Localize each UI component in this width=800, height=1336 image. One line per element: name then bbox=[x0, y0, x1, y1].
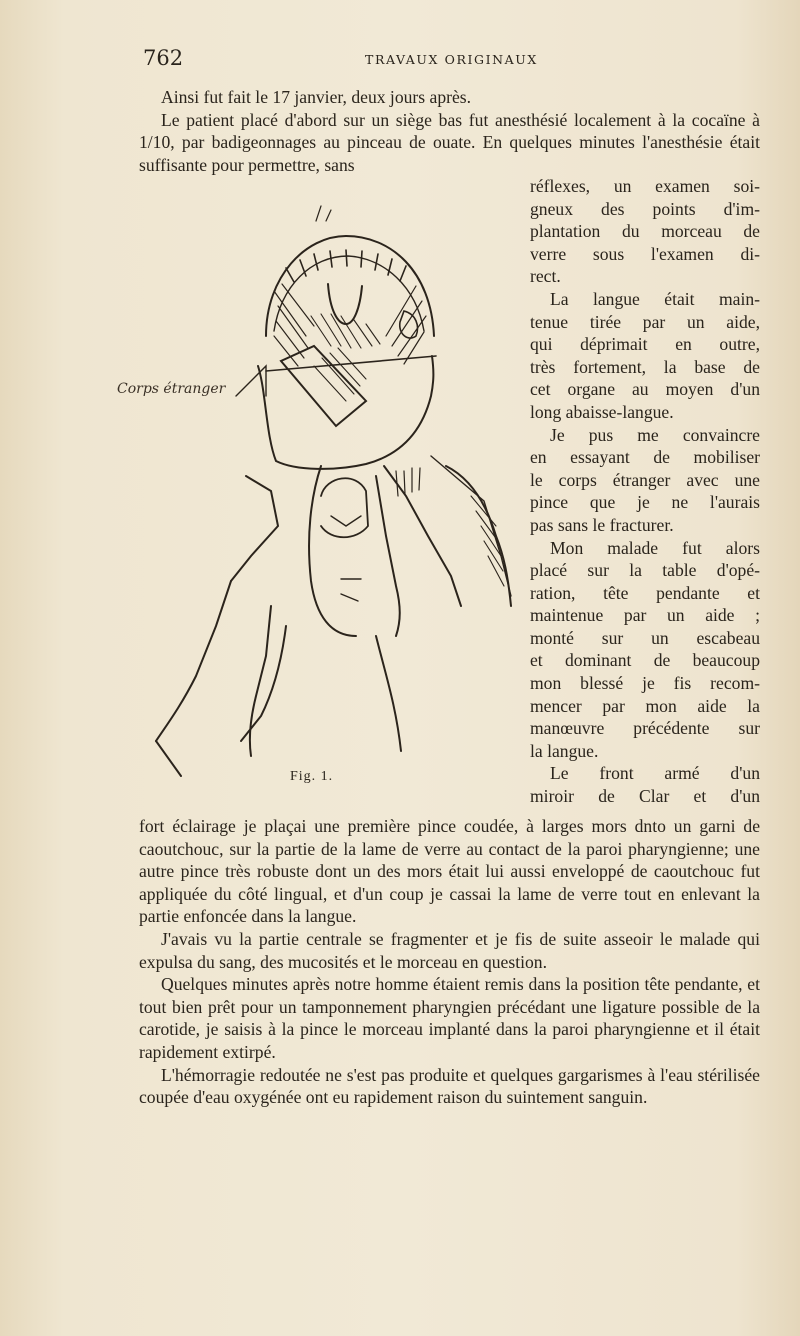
text-line: Mon malade fut alors bbox=[550, 537, 760, 558]
text-line: en essayant de mobiliser bbox=[530, 447, 760, 468]
text-line: tenue tirée par un aide, bbox=[530, 311, 760, 332]
text-line: très fortement, la base de bbox=[530, 356, 760, 377]
illustration bbox=[116, 196, 528, 796]
text-line: gneux des points d'im- bbox=[530, 198, 760, 219]
bottom-text-block bbox=[139, 815, 760, 1109]
page-header bbox=[143, 46, 760, 74]
text-line: pas sans le fracturer. bbox=[530, 514, 674, 535]
figure-label: Corps étranger bbox=[117, 381, 226, 397]
top-text-block bbox=[139, 86, 760, 176]
paragraph: J'avais vu la partie centrale se fragmenter et je fis de suite asseoir le malade qui expulsa du sang, des mucosités et le morceau en question. bbox=[139, 928, 760, 972]
text-line: la langue. bbox=[530, 740, 599, 761]
text-line: et dominant de beaucoup bbox=[530, 650, 760, 671]
running-title: TRAVAUX ORIGINAUX bbox=[365, 52, 538, 67]
throat-drawing bbox=[116, 196, 528, 796]
paragraph: Quelques minutes après notre homme étaient remis dans la position tête pendante, et tout bien prêt pour un tamponnement pharyngien précédant une ligature possible de la carotide, je saisis à la pince le morceau implanté dans la paroi pharyngienne et il était rapidement extirpé. bbox=[139, 974, 760, 1062]
text-line: Je pus me convaincre bbox=[550, 424, 760, 445]
text-line: long abaisse-langue. bbox=[530, 401, 674, 422]
text-line: manœuvre précédente sur bbox=[530, 718, 760, 739]
paragraph: fort éclairage je plaçai une première pince coudée, à larges mors dnto un garni de caoutchouc, sur la partie de la lame de verre au contact de la paroi pharyngienne; une autre pince très robuste dont un des mors était lui aussi enveloppé de caoutchouc fut appliquée du côté lingual, et d'un coup je cassai la lame de verre tout en enlevant la partie enfoncée dans la langue. bbox=[139, 816, 760, 927]
text-line: rect. bbox=[530, 266, 561, 287]
paragraph: Le patient placé d'abord sur un siège bas fut anesthésié localement à la cocaïne à 1/10, par badigeonnages au pinceau de ouate. En quelques minutes l'anesthésie était suffisante pour permettre, sans bbox=[139, 109, 760, 175]
text-line: le corps étranger avec une bbox=[530, 469, 760, 490]
text-line: miroir de Clar et d'un bbox=[530, 786, 760, 807]
paragraph: Ainsi fut fait le 17 janvier, deux jours après. bbox=[161, 87, 472, 107]
text-line: ration, tête pendante et bbox=[530, 582, 760, 603]
text-line: cet organe au moyen d'un bbox=[530, 379, 760, 400]
text-line: Le front armé d'un bbox=[550, 763, 760, 784]
text-line: pince que je ne l'aurais bbox=[530, 492, 760, 513]
text-line: verre sous l'examen di- bbox=[530, 243, 760, 264]
text-line: placé sur la table d'opé- bbox=[530, 560, 760, 581]
figure-caption: Fig. 1. bbox=[290, 769, 334, 784]
paragraph: L'hémorragie redoutée ne s'est pas produite et quelques gargarismes à l'eau stérilisée coupée d'eau oxygénée ont eu rapidement raison du suintement sanguin. bbox=[139, 1064, 760, 1108]
text-line: maintenue par un aide ; bbox=[530, 605, 760, 626]
text-line: réflexes, un examen soi- bbox=[530, 176, 760, 196]
side-column-text bbox=[530, 175, 760, 808]
text-line: qui déprimait en outre, bbox=[530, 334, 760, 355]
text-line: plantation du morceau de bbox=[530, 221, 760, 242]
text-line: mencer par mon aide la bbox=[530, 695, 760, 716]
page-number: 762 bbox=[143, 46, 184, 70]
text-line: La langue était main- bbox=[550, 288, 760, 309]
text-line: mon blessé je fis recom- bbox=[530, 673, 760, 694]
text-line: monté sur un escabeau bbox=[530, 627, 760, 648]
